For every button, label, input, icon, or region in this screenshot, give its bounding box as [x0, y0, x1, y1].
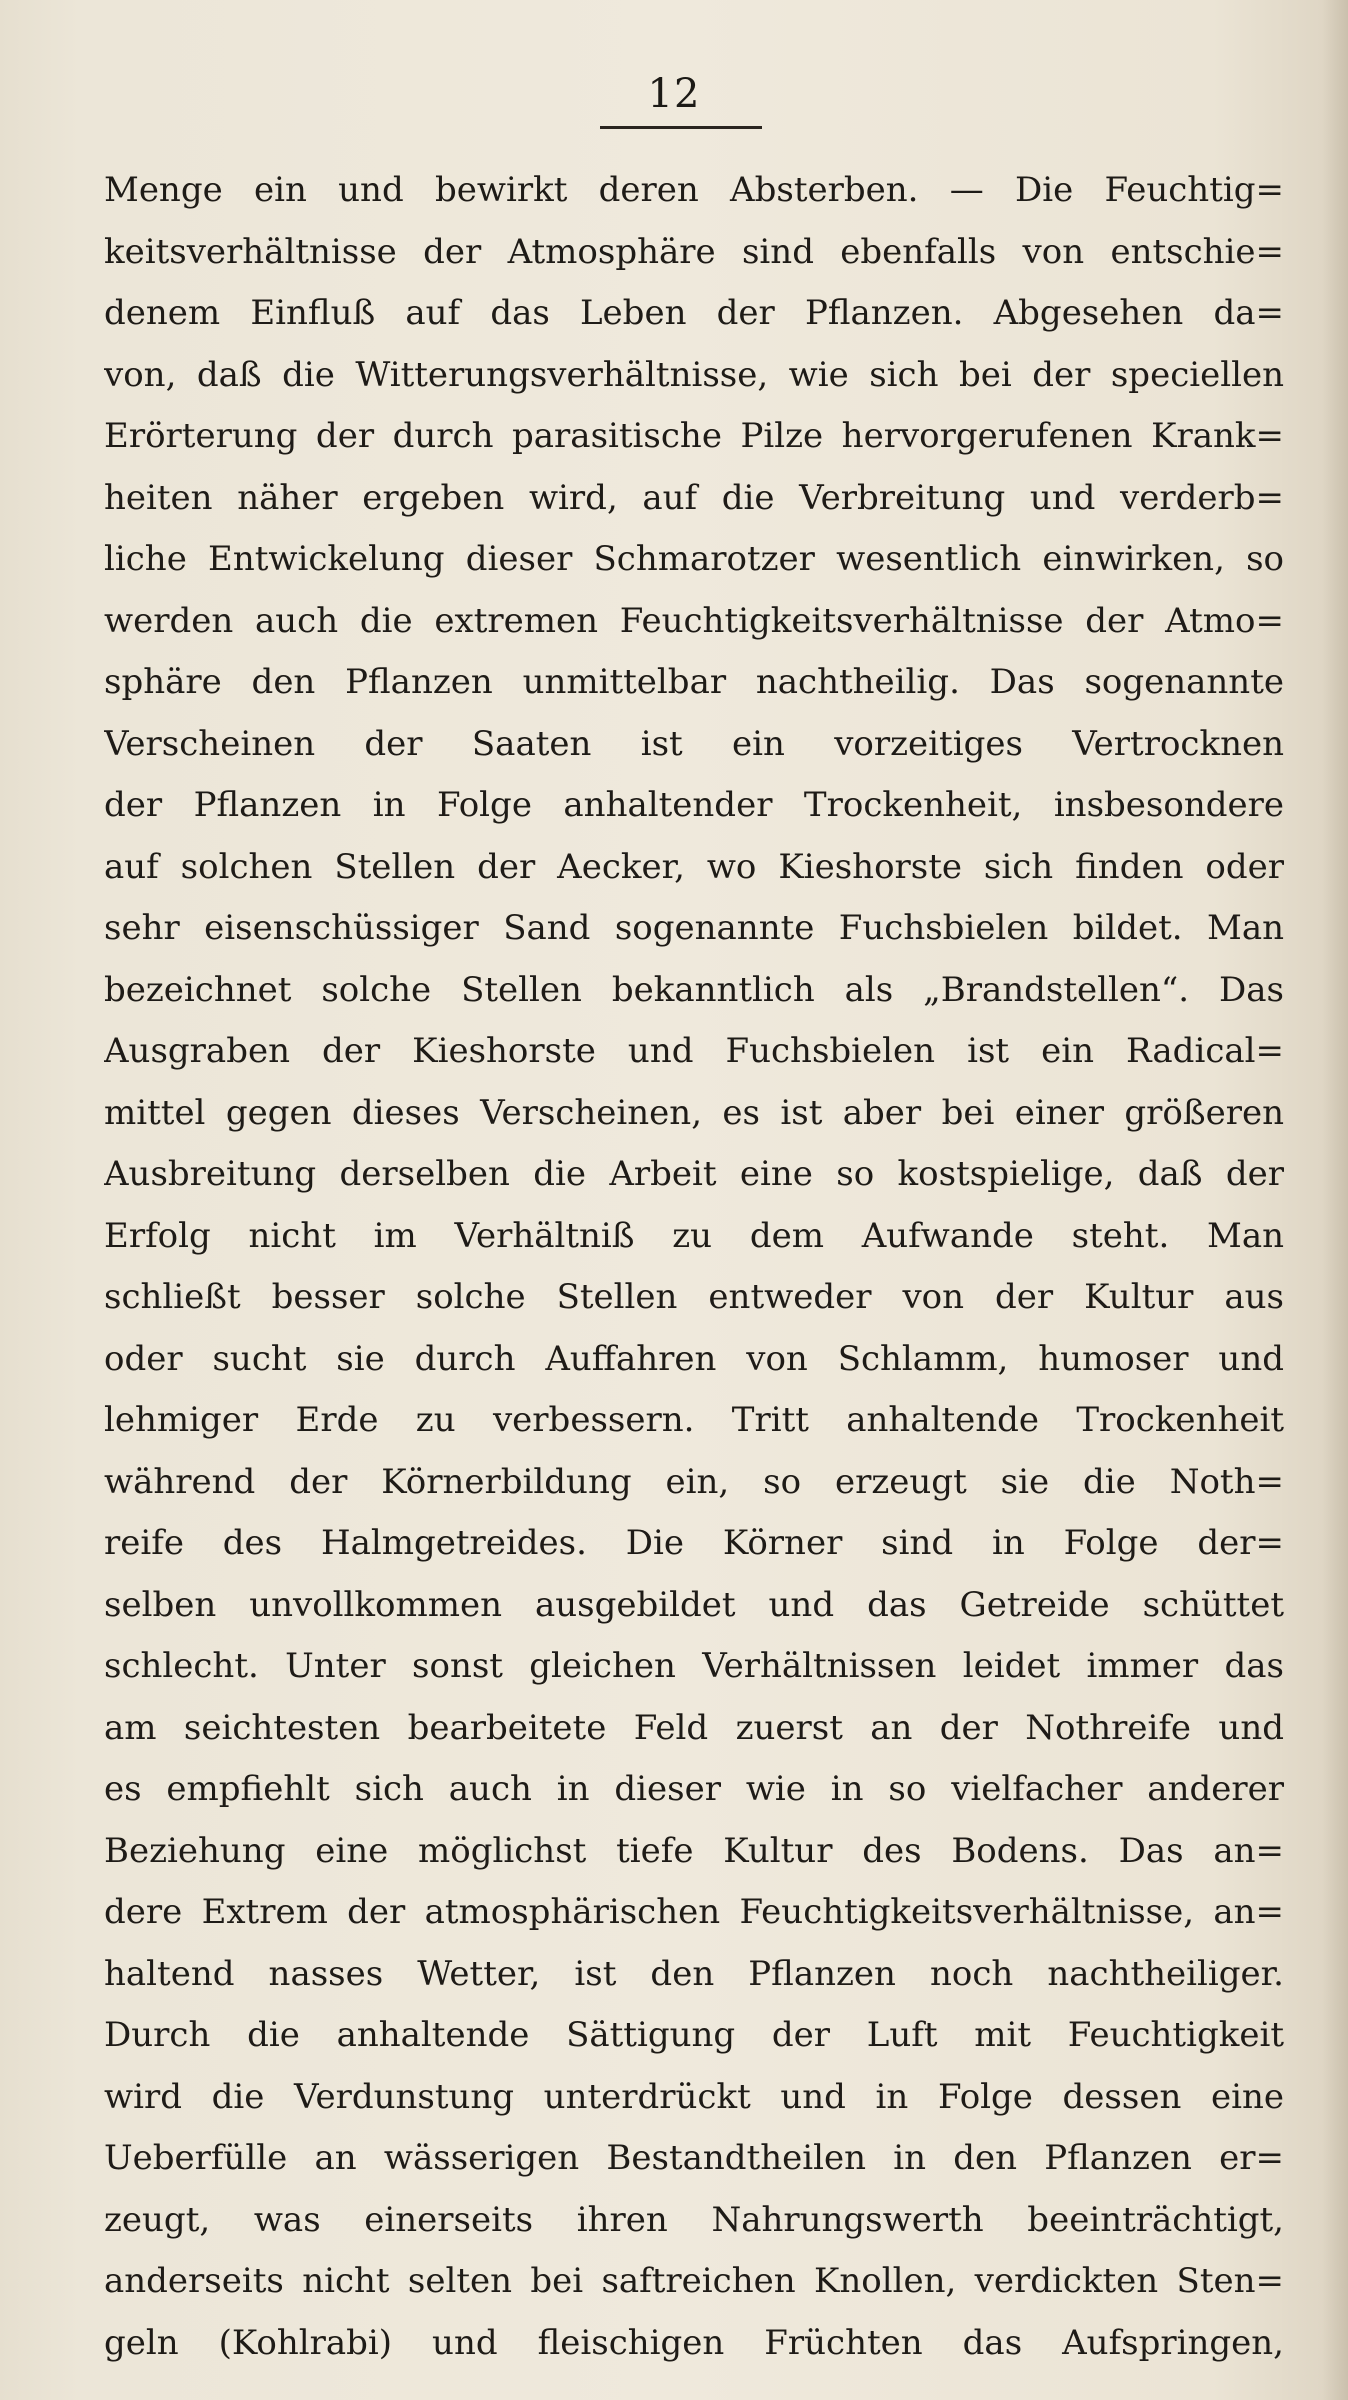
text-line: auf solchen Stellen der Aecker, wo Kieshorste sich finden oder: [104, 846, 1284, 887]
text-line: Ueberfülle an wässerigen Bestandtheilen in den Pflanzen er=: [104, 2138, 1284, 2178]
text-line: Verscheinen der Saaten ist ein vorzeitiges Vertrocknen: [104, 723, 1284, 764]
text-line: bezeichnet solche Stellen bekanntlich als „Brandstellen“. Das: [104, 969, 1284, 1010]
text-line: selben unvollkommen ausgebildet und das Getreide schüttet: [104, 1584, 1284, 1625]
page-header: [0, 70, 1348, 118]
text-line: denem Einfluß auf das Leben der Pflanzen. Abgesehen da=: [104, 293, 1284, 333]
text-line: geln (Kohlrabi) und fleischigen Früchten das Aufspringen,: [104, 2322, 1284, 2363]
text-line: keitsverhältnisse der Atmosphäre sind ebenfalls von entschie=: [104, 231, 1284, 272]
text-line: werden auch die extremen Feuchtigkeitsverhältnisse der Atmo=: [104, 600, 1284, 641]
text-line: Erörterung der durch parasitische Pilze hervorgerufenen Krank=: [104, 416, 1284, 456]
text-line: wird die Verdunstung unterdrückt und in Folge dessen eine: [104, 2076, 1284, 2117]
page-number-rule: [600, 126, 762, 129]
text-line: Ausgraben der Kieshorste und Fuchsbielen ist ein Radical=: [104, 1031, 1284, 1071]
page-number: 12: [647, 71, 701, 117]
text-line: von, daß die Witterungsverhältnisse, wie sich bei der speciellen: [104, 354, 1284, 395]
text-line: Durch die anhaltende Sättigung der Luft mit Feuchtigkeit: [104, 2015, 1284, 2055]
text-line: haltend nasses Wetter, ist den Pflanzen noch nachtheiliger.: [104, 1953, 1284, 1994]
text-line: Ausbreitung derselben die Arbeit eine so kostspielige, daß der: [104, 1154, 1284, 1194]
text-line: zeugt, was einerseits ihren Nahrungswerth beeinträchtigt,: [104, 2199, 1284, 2240]
text-line: schließt besser solche Stellen entweder von der Kultur aus: [104, 1277, 1284, 1317]
text-line: Menge ein und bewirkt deren Absterben. — Die Feuchtig=: [104, 170, 1284, 210]
text-line: anderseits nicht selten bei saftreichen Knollen, verdickten Sten=: [104, 2261, 1284, 2301]
text-line: mittel gegen dieses Verscheinen, es ist aber bei einer größeren: [104, 1092, 1284, 1133]
text-line: heiten näher ergeben wird, auf die Verbreitung und verderb=: [104, 477, 1284, 518]
text-line: der Pflanzen in Folge anhaltender Trockenheit, insbesondere: [104, 785, 1284, 825]
text-line: liche Entwickelung dieser Schmarotzer wesentlich einwirken, so: [104, 539, 1284, 579]
text-line: reife des Halmgetreides. Die Körner sind in Folge der=: [104, 1523, 1284, 1563]
text-line: am seichtesten bearbeitete Feld zuerst an der Nothreife und: [104, 1707, 1284, 1748]
text-line: Beziehung eine möglichst tiefe Kultur des Bodens. Das an=: [104, 1830, 1284, 1871]
text-line: es empfiehlt sich auch in dieser wie in so vielfacher anderer: [104, 1769, 1284, 1809]
body-text: [104, 160, 1284, 2374]
text-line: schlecht. Unter sonst gleichen Verhältnissen leidet immer das: [104, 1646, 1284, 1686]
page-edge-shadow: [1322, 0, 1348, 2400]
text-line: Erfolg nicht im Verhältniß zu dem Aufwande steht. Man: [104, 1215, 1284, 1256]
text-line: oder sucht sie durch Auffahren von Schlamm, humoser und: [104, 1338, 1284, 1379]
text-line: während der Körnerbildung ein, so erzeugt sie die Noth=: [104, 1461, 1284, 1502]
text-line: sphäre den Pflanzen unmittelbar nachtheilig. Das sogenannte: [104, 662, 1284, 702]
text-line: dere Extrem der atmosphärischen Feuchtigkeitsverhältnisse, an=: [104, 1892, 1284, 1932]
text-line: lehmiger Erde zu verbessern. Tritt anhaltende Trockenheit: [104, 1400, 1284, 1440]
text-line: sehr eisenschüssiger Sand sogenannte Fuchsbielen bildet. Man: [104, 908, 1284, 948]
